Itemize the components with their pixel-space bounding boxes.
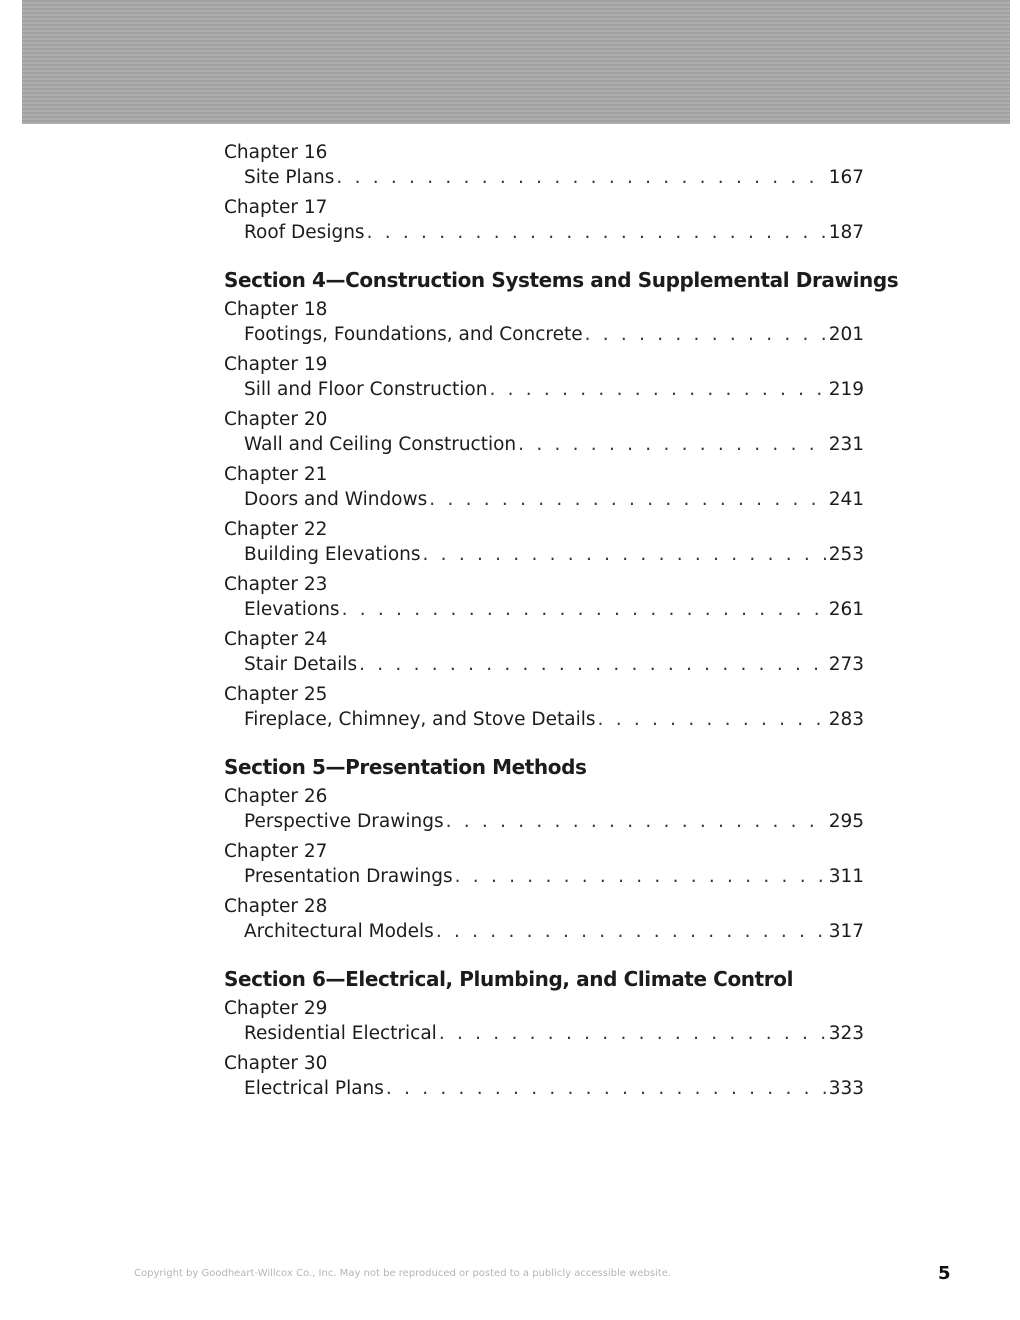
chapter-entry <box>224 1051 864 1101</box>
chapter-title: Building Elevations <box>244 544 421 565</box>
chapter-label: Chapter 20 <box>224 409 328 430</box>
chapter-entry <box>224 462 864 512</box>
section-heading: Section 4—Construction Systems and Supplemental Drawings <box>224 268 899 292</box>
section-heading: Section 6—Electrical, Plumbing, and Climate Control <box>224 967 794 991</box>
chapter-title: Site Plans <box>244 167 335 188</box>
chapter-title-row <box>224 165 864 190</box>
chapter-title: Residential Electrical <box>244 1023 437 1044</box>
dot-leader <box>386 1076 827 1101</box>
dot-leader <box>436 919 827 944</box>
chapter-label: Chapter 22 <box>224 519 328 540</box>
chapter-title: Doors and Windows <box>244 489 428 510</box>
chapter-title-row <box>224 707 864 732</box>
page-number: 323 <box>828 1023 864 1044</box>
chapter-title: Electrical Plans <box>244 1078 384 1099</box>
chapter-title-row <box>224 1021 864 1046</box>
dot-leader <box>585 322 827 347</box>
chapter-entry <box>224 894 864 944</box>
chapter-title-row <box>224 542 864 567</box>
chapter-label: Chapter 16 <box>224 142 328 163</box>
chapter-title: Footings, Foundations, and Concrete <box>244 324 583 345</box>
page-number: 231 <box>828 434 864 455</box>
dot-leader <box>455 864 827 889</box>
chapter-label: Chapter 23 <box>224 574 328 595</box>
chapter-title-row <box>224 322 864 347</box>
section-heading: Section 5—Presentation Methods <box>224 755 587 779</box>
page-number: 283 <box>828 709 864 730</box>
chapter-entry <box>224 195 864 245</box>
footer-page-number: 5 <box>938 1263 951 1284</box>
dot-leader <box>489 377 826 402</box>
chapter-label: Chapter 21 <box>224 464 328 485</box>
chapter-title-row <box>224 597 864 622</box>
chapter-label: Chapter 30 <box>224 1053 328 1074</box>
page-number: 295 <box>828 811 864 832</box>
page-number: 317 <box>828 921 864 942</box>
table-of-contents <box>224 140 899 1106</box>
page-number: 201 <box>828 324 864 345</box>
chapter-title-row <box>224 809 864 834</box>
dot-leader <box>336 165 826 190</box>
chapter-entry <box>224 352 864 402</box>
chapter-title: Sill and Floor Construction <box>244 379 488 400</box>
dot-leader <box>342 597 827 622</box>
chapter-title-row <box>224 220 864 245</box>
chapter-title-row <box>224 377 864 402</box>
dot-leader <box>367 220 827 245</box>
chapter-title: Roof Designs <box>244 222 365 243</box>
chapter-label: Chapter 18 <box>224 299 328 320</box>
page-number: 273 <box>828 654 864 675</box>
chapter-title-row <box>224 1076 864 1101</box>
chapter-title: Elevations <box>244 599 340 620</box>
chapter-label: Chapter 28 <box>224 896 328 917</box>
chapter-entry <box>224 627 864 677</box>
chapter-entry <box>224 682 864 732</box>
chapter-title-row <box>224 487 864 512</box>
chapter-entry <box>224 407 864 457</box>
chapter-entry <box>224 297 864 347</box>
chapter-title: Fireplace, Chimney, and Stove Details <box>244 709 596 730</box>
chapter-label: Chapter 26 <box>224 786 328 807</box>
page-number: 261 <box>828 599 864 620</box>
dot-leader <box>518 432 827 457</box>
chapter-title: Stair Details <box>244 654 358 675</box>
dot-leader <box>359 652 827 677</box>
chapter-label: Chapter 27 <box>224 841 328 862</box>
chapter-label: Chapter 25 <box>224 684 328 705</box>
page-number: 333 <box>828 1078 864 1099</box>
chapter-title-row <box>224 864 864 889</box>
chapter-title-row <box>224 432 864 457</box>
chapter-entry <box>224 517 864 567</box>
dot-leader <box>423 542 827 567</box>
footer-copyright: Copyright by Goodheart-Willcox Co., Inc. May not be reproduced or posted to a publicly accessible website. <box>134 1268 672 1279</box>
chapter-entry <box>224 784 864 834</box>
chapter-label: Chapter 17 <box>224 197 328 218</box>
chapter-entry <box>224 572 864 622</box>
page-number: 219 <box>828 379 864 400</box>
page-number: 311 <box>828 866 864 887</box>
chapter-title: Wall and Ceiling Construction <box>244 434 517 455</box>
page-number: 167 <box>828 167 864 188</box>
page-number: 253 <box>828 544 864 565</box>
chapter-entry <box>224 140 864 190</box>
dot-leader <box>446 809 827 834</box>
dot-leader <box>598 707 827 732</box>
chapter-title: Presentation Drawings <box>244 866 453 887</box>
chapter-label: Chapter 24 <box>224 629 328 650</box>
chapter-entry <box>224 996 864 1046</box>
chapter-entry <box>224 839 864 889</box>
chapter-label: Chapter 19 <box>224 354 328 375</box>
chapter-title: Architectural Models <box>244 921 434 942</box>
chapter-title: Perspective Drawings <box>244 811 444 832</box>
header-band <box>22 0 1010 124</box>
chapter-label: Chapter 29 <box>224 998 328 1019</box>
page-number: 241 <box>828 489 864 510</box>
dot-leader <box>439 1021 827 1046</box>
page-number: 187 <box>828 222 864 243</box>
dot-leader <box>429 487 826 512</box>
chapter-title-row <box>224 919 864 944</box>
chapter-title-row <box>224 652 864 677</box>
